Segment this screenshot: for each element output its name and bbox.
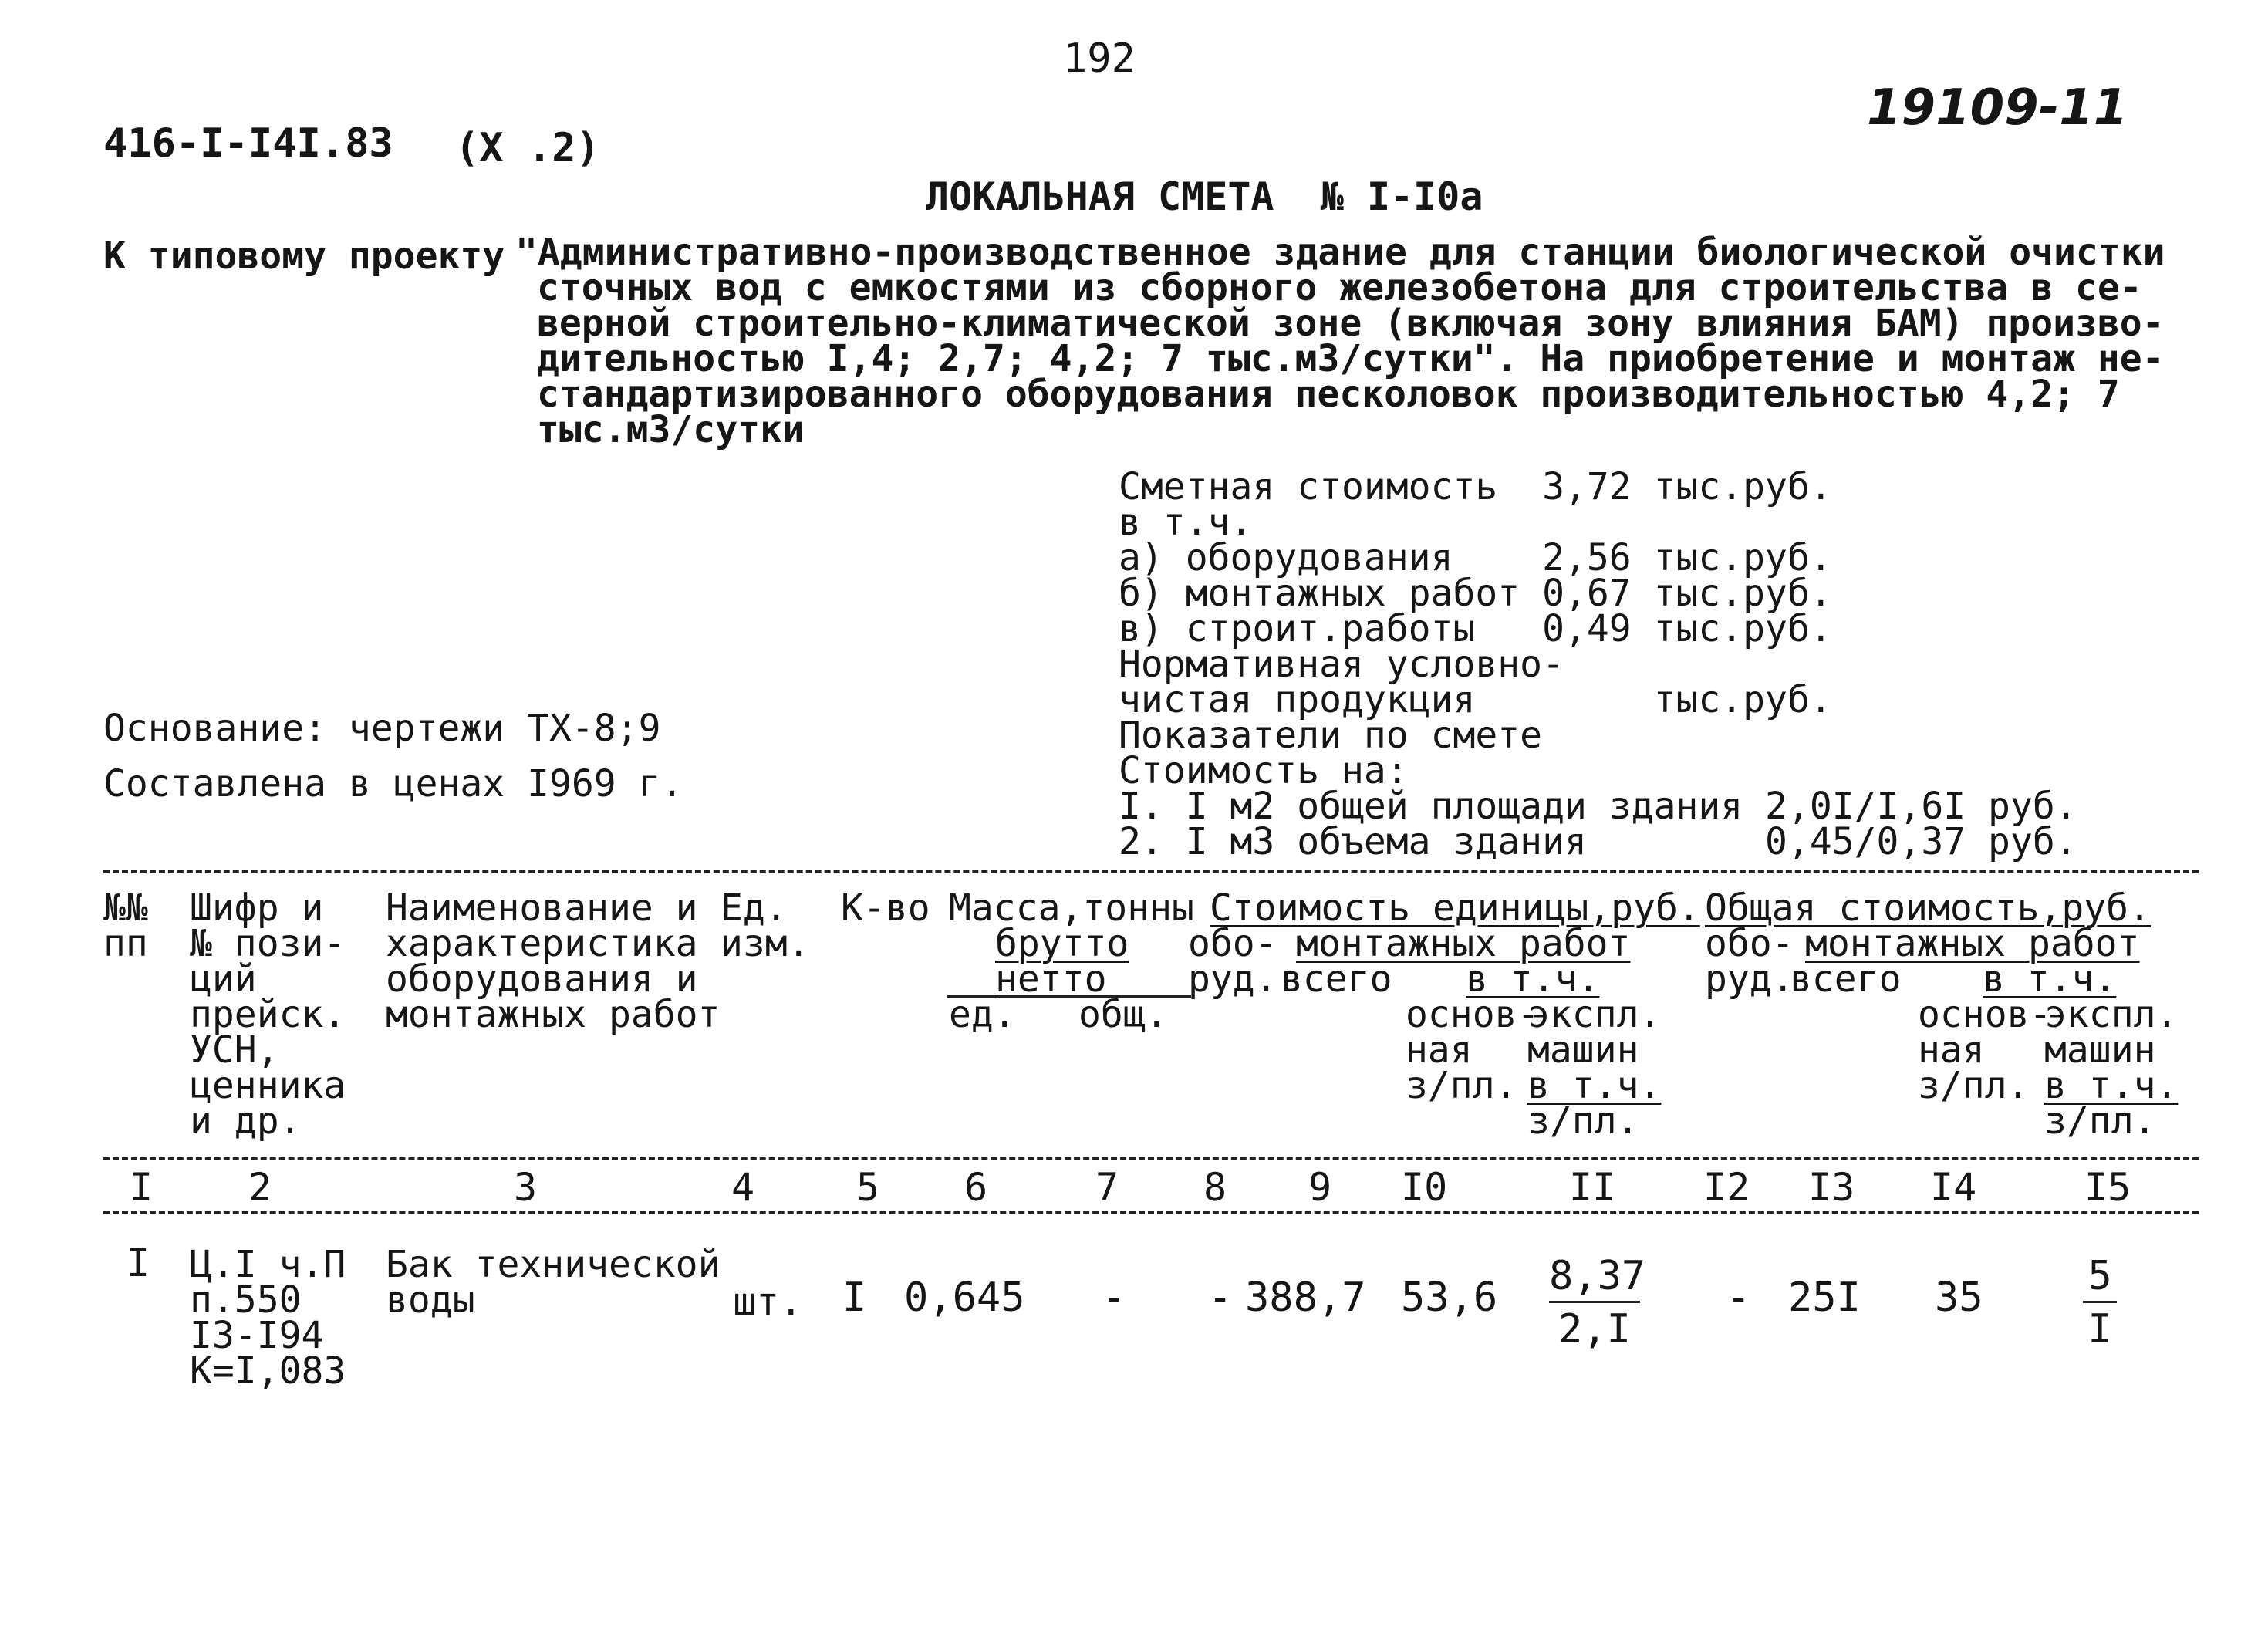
basis-text: Основание: чертежи ТХ-8;9	[103, 707, 661, 750]
row-code: Ц.I ч.П п.550 I3-I94 К=I,083	[190, 1243, 346, 1393]
mass-divider	[947, 995, 1191, 998]
row-name: Бак технической воды	[386, 1243, 721, 1322]
row-qty: I	[842, 1275, 867, 1321]
header-name: Наименование и характеристика оборудования и монтажных работ	[386, 886, 721, 1036]
document-code: 416-I-I4I.83	[103, 120, 393, 167]
column-number: I2	[1703, 1165, 1750, 1210]
prices-year-text: Составлена в ценах I969 г.	[103, 762, 683, 805]
header-unit-machines-vtch: в т.ч.	[1527, 1064, 1662, 1107]
header-code: Шифр и № пози- ций прейск. УСН, ценника и др.	[190, 886, 346, 1143]
header-total-mount-vtch: в т.ч.	[1983, 957, 2117, 1001]
cost-line: Сметная стоимость 3,72 тыс.руб.	[1119, 465, 1832, 508]
cost-line: 2. I м3 объема здания 0,45/0,37 руб.	[1119, 820, 2077, 863]
row-mass-total: -	[1102, 1275, 1126, 1321]
header-total-mount-total: всего	[1790, 957, 1902, 1001]
header-mass-total: общ.	[1078, 993, 1168, 1036]
column-number: 4	[731, 1165, 755, 1210]
header-total-mount: монтажных работ	[1805, 922, 2140, 965]
project-line: дительностью I,4; 2,7; 4,2; 7 тыс.м3/сутки". На приобретение и монтаж не-	[537, 337, 2165, 380]
row-unit: шт.	[733, 1279, 803, 1324]
cost-line: в т.ч.	[1119, 501, 1253, 544]
document-part: (X .2)	[455, 125, 600, 171]
row-total-machines-wage: I	[2087, 1306, 2112, 1352]
handwritten-number: 19109-11	[1867, 79, 2128, 137]
header-unit-mount-total: всего	[1281, 957, 1392, 1001]
header-qty: К-во	[841, 886, 930, 930]
header-total-cost: Общая стоимость,руб.	[1705, 886, 2151, 930]
cost-line: Стоимость на:	[1119, 749, 1409, 792]
header-total-machines: экспл. машин	[2044, 993, 2179, 1072]
header-num: №№ пп	[103, 886, 148, 965]
project-label: К типовому проекту	[103, 235, 505, 278]
cost-line: Нормативная условно-	[1119, 643, 1564, 686]
row-mount-total: 388,7	[1245, 1275, 1366, 1321]
header-unit-mount: монтажных работ	[1296, 922, 1631, 965]
row-total-machines-value: 5	[2083, 1256, 2117, 1303]
row-mount-machines-wage: 2,I	[1558, 1306, 1631, 1352]
column-number: I4	[1930, 1165, 1977, 1210]
cost-line: Показатели по смете	[1119, 714, 1543, 757]
header-unit-base-wage: основ- ная з/пл.	[1406, 993, 1540, 1107]
column-number: 6	[964, 1165, 988, 1210]
row-total-base-wage: 35	[1935, 1275, 1983, 1321]
row-mount-base-wage: 53,6	[1401, 1275, 1498, 1321]
column-number: I0	[1401, 1165, 1448, 1210]
column-number: 8	[1203, 1165, 1227, 1210]
cost-line: чистая продукция тыс.руб.	[1119, 678, 1832, 721]
header-total-machines-vtch: в т.ч.	[2044, 1064, 2179, 1107]
row-total-machines	[2083, 1253, 2117, 1352]
project-line: сточных вод с емкостями из сборного железобетона для строительства в се-	[537, 266, 2142, 309]
row-equip-cost: -	[1208, 1275, 1233, 1321]
header-total-machines-wage: з/пл.	[2044, 1099, 2156, 1143]
header-mass: Масса,тонны	[949, 886, 1194, 930]
column-number: 9	[1308, 1165, 1332, 1210]
header-unit-machines: экспл. машин	[1527, 993, 1662, 1072]
document-title: ЛОКАЛЬНАЯ СМЕТА № I-I0a	[926, 174, 1483, 219]
column-numbers-rule	[103, 1211, 2199, 1214]
header-unit-mount-vtch: в т.ч.	[1466, 957, 1600, 1001]
header-bottom-rule	[103, 1157, 2199, 1160]
cost-line: а) оборудования 2,56 тыс.руб.	[1119, 536, 1832, 579]
cost-line: I. I м2 общей площади здания 2,0I/I,6I руб.	[1119, 785, 2077, 828]
header-total-equip: обо-	[1705, 922, 1794, 965]
row-mass-unit: 0,645	[904, 1275, 1025, 1321]
row-number: I	[127, 1241, 150, 1285]
column-number: 7	[1095, 1165, 1119, 1210]
column-number: I3	[1808, 1165, 1855, 1210]
row-total-mount: 25I	[1788, 1275, 1861, 1321]
row-mount-machines	[1549, 1253, 1646, 1352]
header-total-base-wage: основ- ная з/пл.	[1918, 993, 2052, 1107]
header-unit-cost: Стоимость единицы,руб.	[1210, 886, 1700, 930]
column-number: I5	[2084, 1165, 2131, 1210]
header-mass-netto: нетто	[995, 957, 1107, 1001]
column-number: I	[130, 1165, 154, 1210]
header-unit-equip-2: руд.	[1188, 957, 1277, 1001]
column-number: II	[1569, 1165, 1616, 1210]
project-line: тыс.м3/сутки	[537, 408, 805, 451]
header-total-equip-2: руд.	[1705, 957, 1794, 1001]
row-total-equip: -	[1726, 1275, 1751, 1321]
header-unit-equip: обо-	[1188, 922, 1277, 965]
header-unit-machines-wage: з/пл.	[1527, 1099, 1639, 1143]
header-mass-unit: ед.	[949, 993, 1016, 1036]
header-mass-brutto: брутто	[995, 922, 1129, 965]
row-mount-machines-value: 8,37	[1549, 1256, 1640, 1303]
cost-line: б) монтажных работ 0,67 тыс.руб.	[1119, 572, 1832, 615]
project-line: верной строительно-климатической зоне (включая зону влияния БАМ) произво-	[537, 302, 2165, 345]
cost-line: в) строит.работы 0,49 тыс.руб.	[1119, 607, 1832, 650]
project-line: стандартизированного оборудования песколовок производительностью 4,2; 7	[537, 373, 2120, 416]
column-number: 3	[514, 1165, 538, 1210]
column-number: 5	[856, 1165, 880, 1210]
page-number: 192	[1063, 35, 1136, 82]
header-unit: Ед. изм.	[721, 886, 810, 965]
table-top-rule	[103, 870, 2199, 873]
project-line: "Административно-производственное здание для станции биологической очистки	[515, 231, 2165, 274]
column-number: 2	[248, 1165, 272, 1210]
